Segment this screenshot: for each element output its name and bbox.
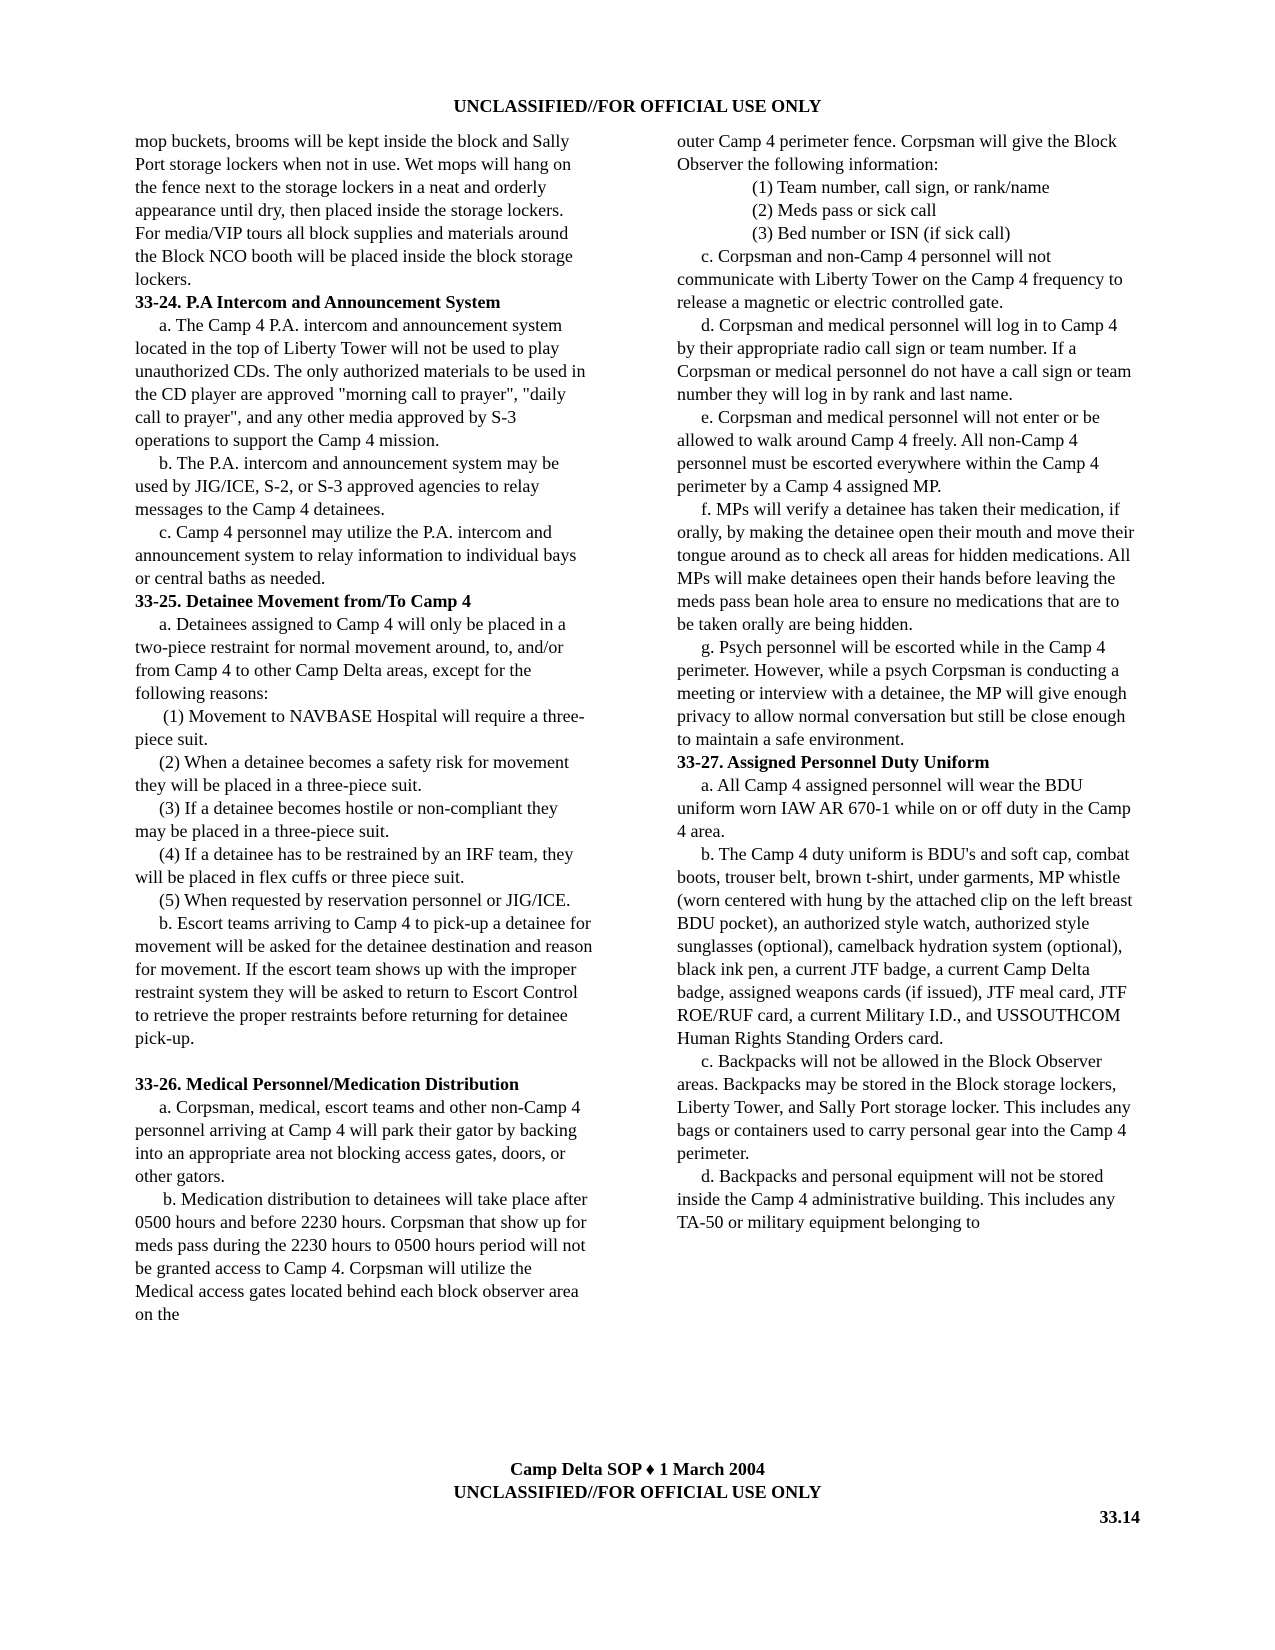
page-header-classification: UNCLASSIFIED//FOR OFFICIAL USE ONLY	[453, 96, 822, 116]
paragraph-33-25-a-4: (4) If a detainee has to be restrained by an IRF team, they will be placed in flex cuffs or three piece suit.	[135, 844, 574, 887]
list-item-team-number: (1) Team number, call sign, or rank/name	[752, 177, 1050, 197]
paragraph-33-26-e: e. Corpsman and medical personnel will not enter or be allowed to walk around Camp 4 freely. All non-Camp 4 personnel must be escorted everywhere within the Camp 4 perimeter by a Camp 4 assigned MP.	[677, 407, 1100, 496]
paragraph-continuation-right: outer Camp 4 perimeter fence. Corpsman will give the Block Observer the following information:	[677, 131, 1117, 174]
paragraph-33-27-b: b. The Camp 4 duty uniform is BDU's and soft cap, combat boots, trouser belt, brown t-shirt, under garments, MP whistle (worn centered with hung by the attached clip on the left breast BDU pocket), an authorized style watch, authorized style sunglasses (optional), camelback hydration system (optional), black ink pen, a current JTF badge, a current Camp Delta badge, assigned weapons cards (if issued), JTF meal card, JTF ROE/RUF card, a current Military I.D., and USSOUTHCOM Human Rights Standing Orders card.	[677, 844, 1133, 1048]
footer-classification: UNCLASSIFIED//FOR OFFICIAL USE ONLY	[453, 1482, 822, 1502]
paragraph-33-25-a: a. Detainees assigned to Camp 4 will only be placed in a two-piece restraint for normal movement around, to, and/or from Camp 4 to other Camp Delta areas, except for the following reasons:	[135, 614, 566, 703]
paragraph-33-24-b: b. The P.A. intercom and announcement system may be used by JIG/ICE, S-2, or S-3 approved agencies to relay messages to the Camp 4 detainees.	[135, 453, 560, 519]
paragraph-33-25-b: b. Escort teams arriving to Camp 4 to pick-up a detainee for movement will be asked for the detainee destination and reason for movement. If the escort team shows up with the improper restraint system they will be asked to return to Escort Control to retrieve the proper restraints before returning for detainee pick-up.	[135, 913, 593, 1048]
section-heading-33-27: 33-27. Assigned Personnel Duty Uniform	[677, 752, 990, 772]
paragraph-continuation: mop buckets, brooms will be kept inside the block and Sally Port storage lockers when not in use. Wet mops will hang on the fence next to the storage lockers in a neat and orderly appearance until dry, then placed inside the storage lockers. For media/VIP tours all block supplies and materials around the Block NCO booth will be placed inside the block storage lockers.	[135, 131, 573, 289]
list-item-meds-pass: (2) Meds pass or sick call	[752, 200, 937, 220]
paragraph-33-25-a-3: (3) If a detainee becomes hostile or non-compliant they may be placed in a three-piece suit.	[135, 798, 558, 841]
right-column	[677, 130, 1135, 1234]
paragraph-33-26-a: a. Corpsman, medical, escort teams and other non-Camp 4 personnel arriving at Camp 4 will park their gator by backing into an appropriate area not blocking access gates, doors, or other gators.	[135, 1097, 581, 1186]
page-footer	[0, 1458, 1275, 1504]
paragraph-33-25-a-5: (5) When requested by reservation personnel or JIG/ICE.	[159, 890, 571, 910]
paragraph-33-24-c: c. Camp 4 personnel may utilize the P.A. intercom and announcement system to relay information to individual bays or central baths as needed.	[135, 522, 577, 588]
paragraph-33-26-c: c. Corpsman and non-Camp 4 personnel will not communicate with Liberty Tower on the Camp 4 frequency to release a magnetic or electric controlled gate.	[677, 246, 1123, 312]
paragraph-33-27-a: a. All Camp 4 assigned personnel will wear the BDU uniform worn IAW AR 670-1 while on or off duty in the Camp 4 area.	[677, 775, 1131, 841]
paragraph-33-25-a-1: (1) Movement to NAVBASE Hospital will require a three-piece suit.	[135, 706, 585, 749]
paragraph-33-27-d: d. Backpacks and personal equipment will not be stored inside the Camp 4 administrative building. This includes any TA-50 or military equipment belonging to	[677, 1166, 1116, 1232]
paragraph-33-26-d: d. Corpsman and medical personnel will log in to Camp 4 by their appropriate radio call sign or team number. If a Corpsman or medical personnel do not have a call sign or team number they will log in by rank and last name.	[677, 315, 1132, 404]
paragraph-33-26-g: g. Psych personnel will be escorted while in the Camp 4 perimeter. However, while a psych Corpsman is conducting a meeting or interview with a detainee, the MP will give enough privacy to allow normal conversation but still be close enough to maintain a safe environment.	[677, 637, 1127, 749]
paragraph-33-26-b: b. Medication distribution to detainees will take place after 0500 hours and before 2230 hours. Corpsman that show up for meds pass during the 2230 hours to 0500 hours period will not be granted access to Camp 4. Corpsman will utilize the Medical access gates located behind each block observer area on the	[135, 1189, 588, 1324]
section-heading-33-25: 33-25. Detainee Movement from/To Camp 4	[135, 591, 471, 611]
section-heading-33-26: 33-26. Medical Personnel/Medication Distribution	[135, 1074, 519, 1094]
paragraph-33-25-a-2: (2) When a detainee becomes a safety risk for movement they will be placed in a three-piece suit.	[135, 752, 570, 795]
section-heading-33-24: 33-24. P.A Intercom and Announcement System	[135, 292, 501, 312]
page-number: 33.14	[1099, 1507, 1140, 1527]
paragraph-33-27-c: c. Backpacks will not be allowed in the Block Observer areas. Backpacks may be stored in the Block storage lockers, Liberty Tower, and Sally Port storage locker. This includes any bags or containers used to carry personal gear into the Camp 4 perimeter.	[677, 1051, 1131, 1163]
paragraph-33-26-f: f. MPs will verify a detainee has taken their medication, if orally, by making the detainee open their mouth and move their tongue around as to check all areas for hidden medications. All MPs will make detainees open their hands before leaving the meds pass bean hole area to ensure no medications that are to be taken orally are being hidden.	[677, 499, 1135, 634]
paragraph-33-24-a: a. The Camp 4 P.A. intercom and announcement system located in the top of Liberty Tower will not be used to play unauthorized CDs. The only authorized materials to be used in the CD player are approved "morning call to prayer", "daily call to prayer", and any other media approved by S-3 operations to support the Camp 4 mission.	[135, 315, 586, 450]
footer-document-title: Camp Delta SOP ♦ 1 March 2004	[510, 1459, 765, 1479]
left-column	[135, 130, 593, 1326]
list-item-bed-number: (3) Bed number or ISN (if sick call)	[752, 223, 1011, 243]
